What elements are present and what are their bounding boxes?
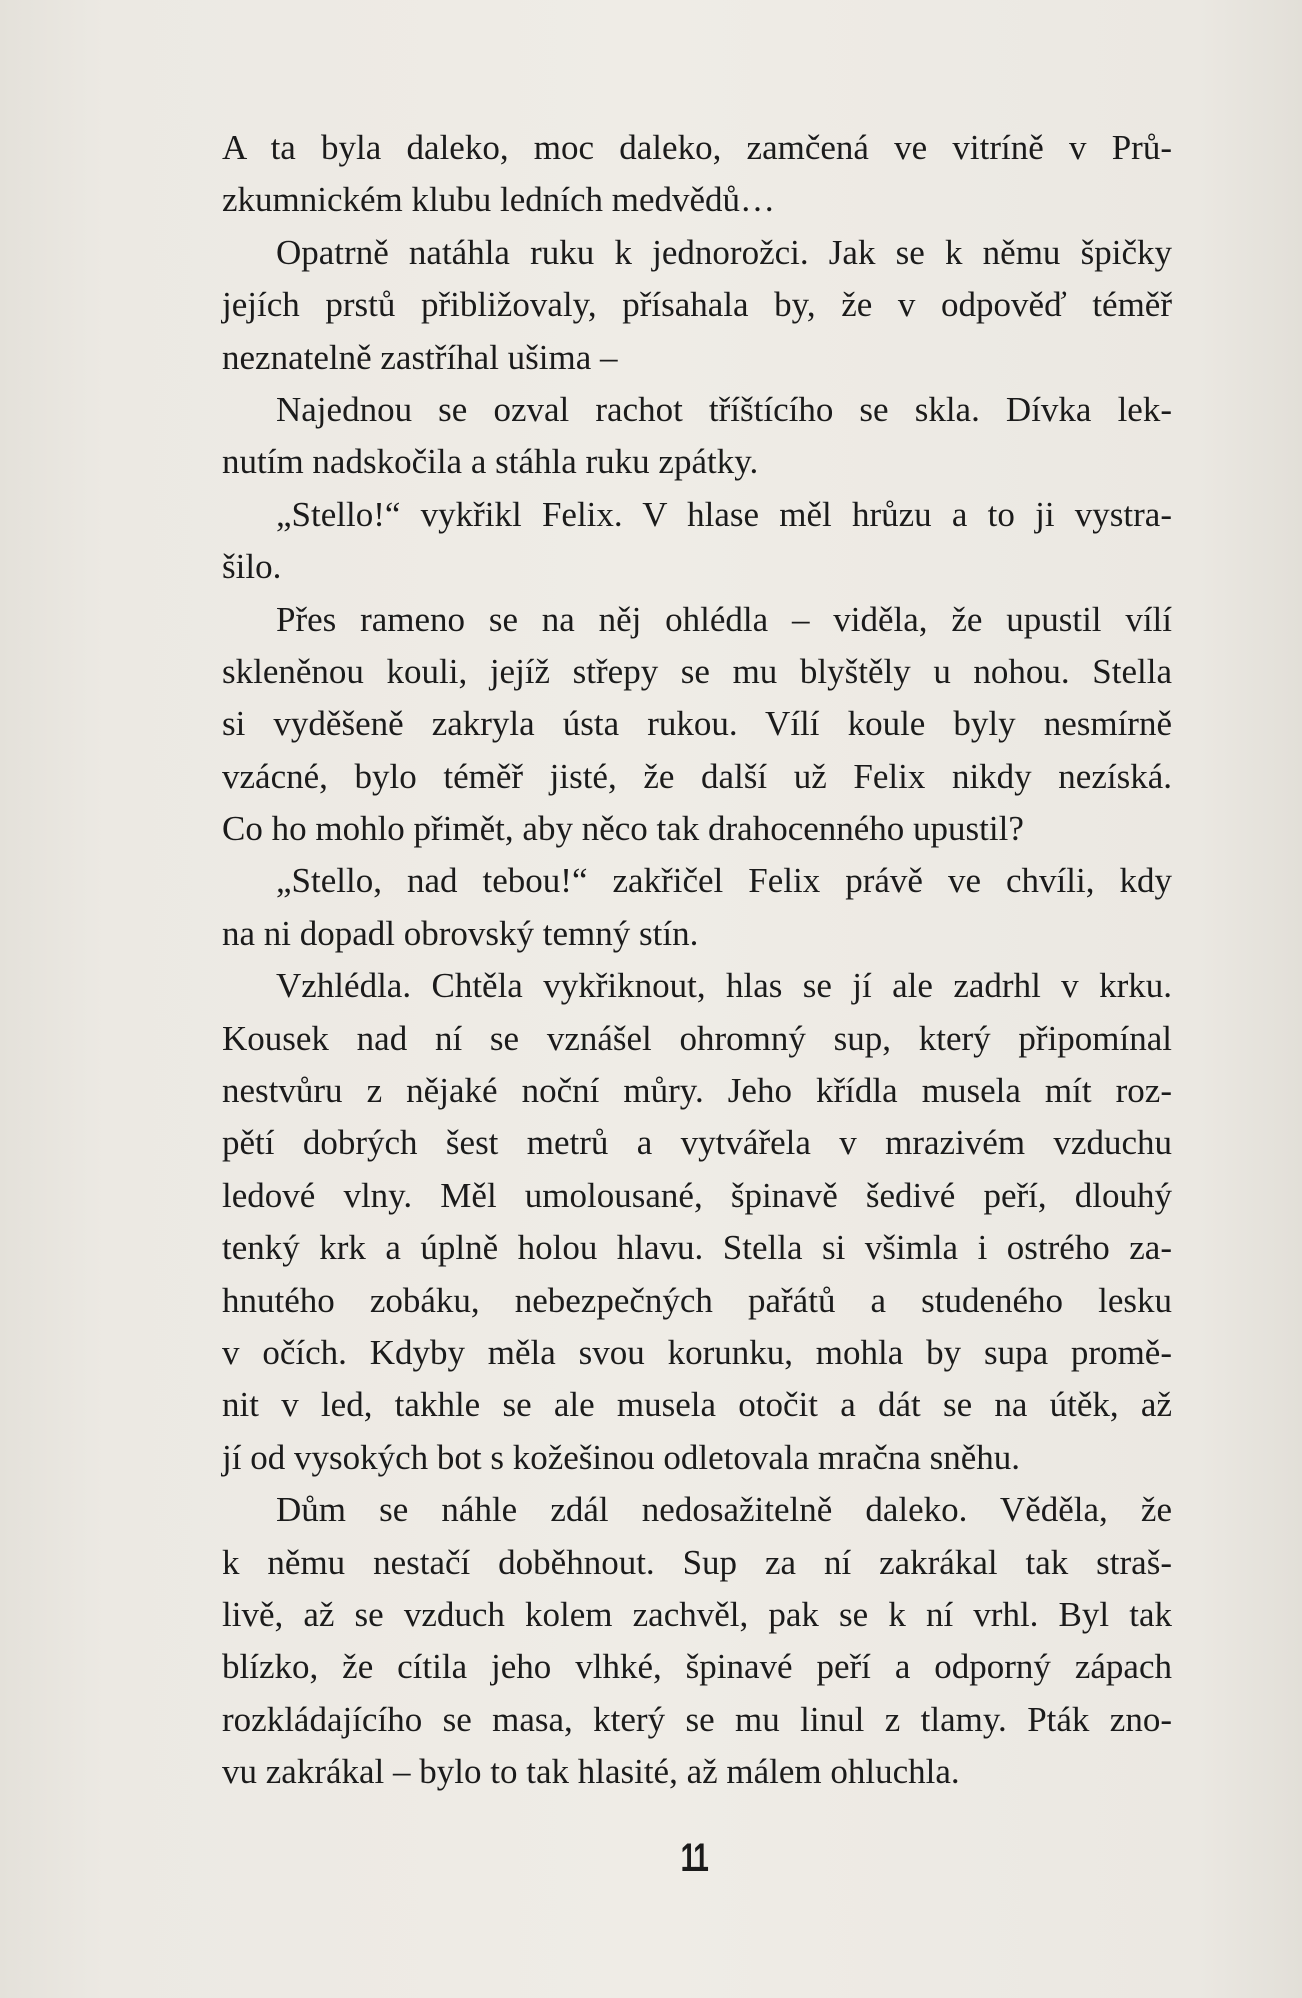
text-line: hnutého zobáku, nebezpečných pařátů a studeného lesku bbox=[222, 1280, 1172, 1320]
text-line: vu zakrákal – bylo to tak hlasité, až málem ohluchla. bbox=[222, 1752, 960, 1792]
text-line: skleněnou kouli, jejíž střepy se mu blyštěly u nohou. Stella bbox=[222, 651, 1172, 691]
text-line: nestvůru z nějaké noční můry. Jeho křídla musela mít roz- bbox=[222, 1071, 1172, 1111]
text-line: vzácné, bylo téměř jisté, že další už Felix nikdy nezíská. bbox=[222, 756, 1172, 796]
text-line: tenký krk a úplně holou hlavu. Stella si všimla i ostrého za- bbox=[222, 1228, 1172, 1268]
text-line: Co ho mohlo přimět, aby něco tak drahocenného upustil? bbox=[222, 809, 1024, 849]
text-line: A ta byla daleko, moc daleko, zamčená ve vitríně v Prů- bbox=[222, 128, 1172, 167]
text-line: „Stello, nad tebou!“ zakřičel Felix právě ve chvíli, kdy bbox=[276, 861, 1172, 901]
text-line: nit v led, takhle se ale musela otočit a dát se na útěk, až bbox=[222, 1385, 1172, 1425]
text-line: Přes rameno se na něj ohlédla – viděla, že upustil vílí bbox=[276, 599, 1172, 639]
text-line: Opatrně natáhla ruku k jednorožci. Jak se k němu špičky bbox=[276, 232, 1172, 272]
text-line: Kousek nad ní se vznášel ohromný sup, který připomínal bbox=[222, 1018, 1172, 1058]
text-line: livě, až se vzduch kolem zachvěl, pak se k ní vrhl. Byl tak bbox=[222, 1594, 1172, 1634]
text-line: zkumnickém klubu ledních medvědů… bbox=[222, 180, 776, 220]
text-line: nutím nadskočila a stáhla ruku zpátky. bbox=[222, 442, 759, 482]
text-line: Najednou se ozval rachot tříštícího se skla. Dívka lek- bbox=[276, 389, 1172, 429]
text-line: ledové vlny. Měl umolousané, špinavě šedivé peří, dlouhý bbox=[222, 1175, 1172, 1215]
text-line: blízko, že cítila jeho vlhké, špinavé peří a odporný zápach bbox=[222, 1647, 1172, 1687]
text-line: pětí dobrých šest metrů a vytvářela v mrazivém vzduchu bbox=[222, 1123, 1172, 1163]
text-line: si vyděšeně zakryla ústa rukou. Vílí koule byly nesmírně bbox=[222, 704, 1172, 744]
text-line: „Stello!“ vykřikl Felix. V hlase měl hrůzu a to ji vystra- bbox=[276, 494, 1172, 534]
text-line: šilo. bbox=[222, 547, 282, 587]
text-line: neznatelně zastříhal ušima – bbox=[222, 337, 618, 377]
text-line: rozkládajícího se masa, který se mu linul z tlamy. Pták zno- bbox=[222, 1699, 1172, 1739]
text-line: jí od vysokých bot s kožešinou odletovala mračna sněhu. bbox=[222, 1437, 1021, 1477]
page-number: 11 bbox=[680, 1836, 708, 1880]
text-line: jejích prstů přibližovaly, přísahala by, že v odpověď téměř bbox=[222, 285, 1172, 325]
text-line: na ni dopadl obrovský temný stín. bbox=[222, 913, 699, 953]
text-line: k němu nestačí doběhnout. Sup za ní zakrákal tak straš- bbox=[222, 1542, 1172, 1582]
text-line: Vzhlédla. Chtěla vykřiknout, hlas se jí ale zadrhl v krku. bbox=[276, 966, 1172, 1006]
text-line: v očích. Kdyby měla svou korunku, mohla by supa promě- bbox=[222, 1332, 1172, 1372]
body-text bbox=[222, 122, 1172, 1799]
text-line: Dům se náhle zdál nedosažitelně daleko. Věděla, že bbox=[276, 1490, 1172, 1530]
